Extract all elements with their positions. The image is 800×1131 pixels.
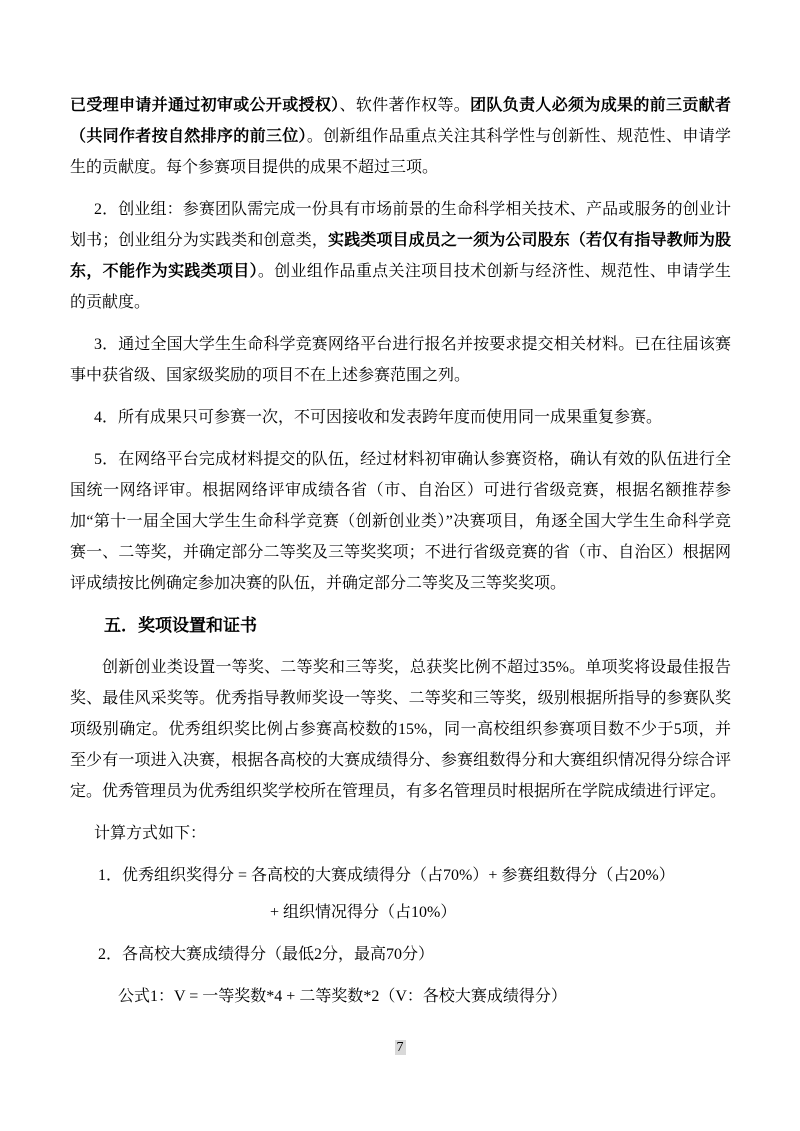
calc-item-1-line-1 — [70, 860, 731, 891]
calc-item-1-line-2 — [270, 897, 731, 928]
text-run: 2．各高校大赛成绩得分（最低2分，最高70分） — [98, 946, 435, 963]
list-item-registration — [70, 329, 731, 391]
list-item-entrepreneurship-group — [70, 194, 731, 318]
text-run: 2．创业组：参赛团队需完成一份具有市场前景的生命科学相关技术、产品或服务的创业计划书；创业组分为实践类和创意类， — [70, 201, 731, 249]
list-item-review-process — [70, 444, 731, 599]
text-run: 。创业组作品重点关注项目技术创新与经济性、规范性、申请学生的贡献度。 — [70, 263, 731, 311]
document-content — [70, 90, 731, 1012]
formula-1 — [118, 981, 731, 1012]
paragraph-results-continued — [70, 90, 731, 183]
text-run: 、软件著作权等。 — [339, 97, 471, 114]
text-run: 。创新组作品重点关注其科学性与创新性、规范性、申请学生的贡献度。每个参赛项目提供的成果不超过三项。 — [70, 128, 731, 176]
section-heading-awards — [70, 610, 731, 641]
paragraph-calc-intro — [70, 818, 731, 849]
text-run: 创新创业类设置一等奖、二等奖和三等奖，总获奖比例不超过35%。单项奖将设最佳报告奖、最佳风采奖等。优秀指导教师奖设一等奖、二等奖和三等奖，级别根据所指导的参赛队奖项级别确定。优秀组织奖比例占参赛高校数的15%，同一高校组织参赛项目数不少于5项，并至少有一项进入决赛，根据各高校的大赛成绩得分、参赛组数得分和大赛组织情况得分综合评定。优秀管理员为优秀组织奖学校所在管理员，有多名管理员时根据所在学院成绩进行评定。 — [70, 659, 731, 800]
calc-item-2 — [70, 939, 731, 970]
page-number: 7 — [396, 1040, 404, 1055]
text-run: 4．所有成果只可参赛一次，不可因接收和发表跨年度而使用同一成果重复参赛。 — [94, 409, 663, 426]
text-run: 5．在网络平台完成材料提交的队伍，经过材料初审确认参赛资格，确认有效的队伍进行全国统一网络评审。根据网络评审成绩各省（市、自治区）可进行省级竞赛，根据名额推荐参加“第十一届全国大学生生命科学竞赛（创新创业类）”决赛项目，角逐全国大学生生命科学竞赛一、二等奖，并确定部分二等奖及三等奖奖项；不进行省级竞赛的省（市、自治区）根据网评成绩按比例确定参加决赛的队伍，并确定部分二等奖及三等奖奖项。 — [70, 451, 731, 592]
text-run: 1．优秀组织奖得分 = 各高校的大赛成绩得分（占70%）+ 参赛组数得分（占20%） — [98, 867, 675, 884]
text-run: 计算方式如下： — [94, 825, 207, 842]
heading-text: 五．奖项设置和证书 — [104, 616, 257, 635]
bold-text-run: 已受理申请并通过初审或公开或授权） — [70, 97, 340, 114]
bold-text-run: 团队负责人必须为成果的前三贡献者（共同作者按自然排序的前三位） — [70, 97, 731, 145]
paragraph-awards-setup — [70, 652, 731, 807]
bold-text-run: 实践类项目成员之一须为公司股东（若仅有指导教师为股东，不能作为实践类项目） — [70, 232, 731, 280]
page-footer — [0, 1038, 800, 1058]
text-run: + 组织情况得分（占10%） — [270, 904, 457, 921]
text-run: 3．通过全国大学生生命科学竞赛网络平台进行报名并按要求提交相关材料。已在往届该赛事中获省级、国家级奖励的项目不在上述参赛范围之列。 — [70, 336, 731, 384]
list-item-single-entry — [70, 402, 731, 433]
text-run: 公式1：V = 一等奖数*4 + 二等奖数*2（V：各校大赛成绩得分） — [118, 988, 567, 1005]
